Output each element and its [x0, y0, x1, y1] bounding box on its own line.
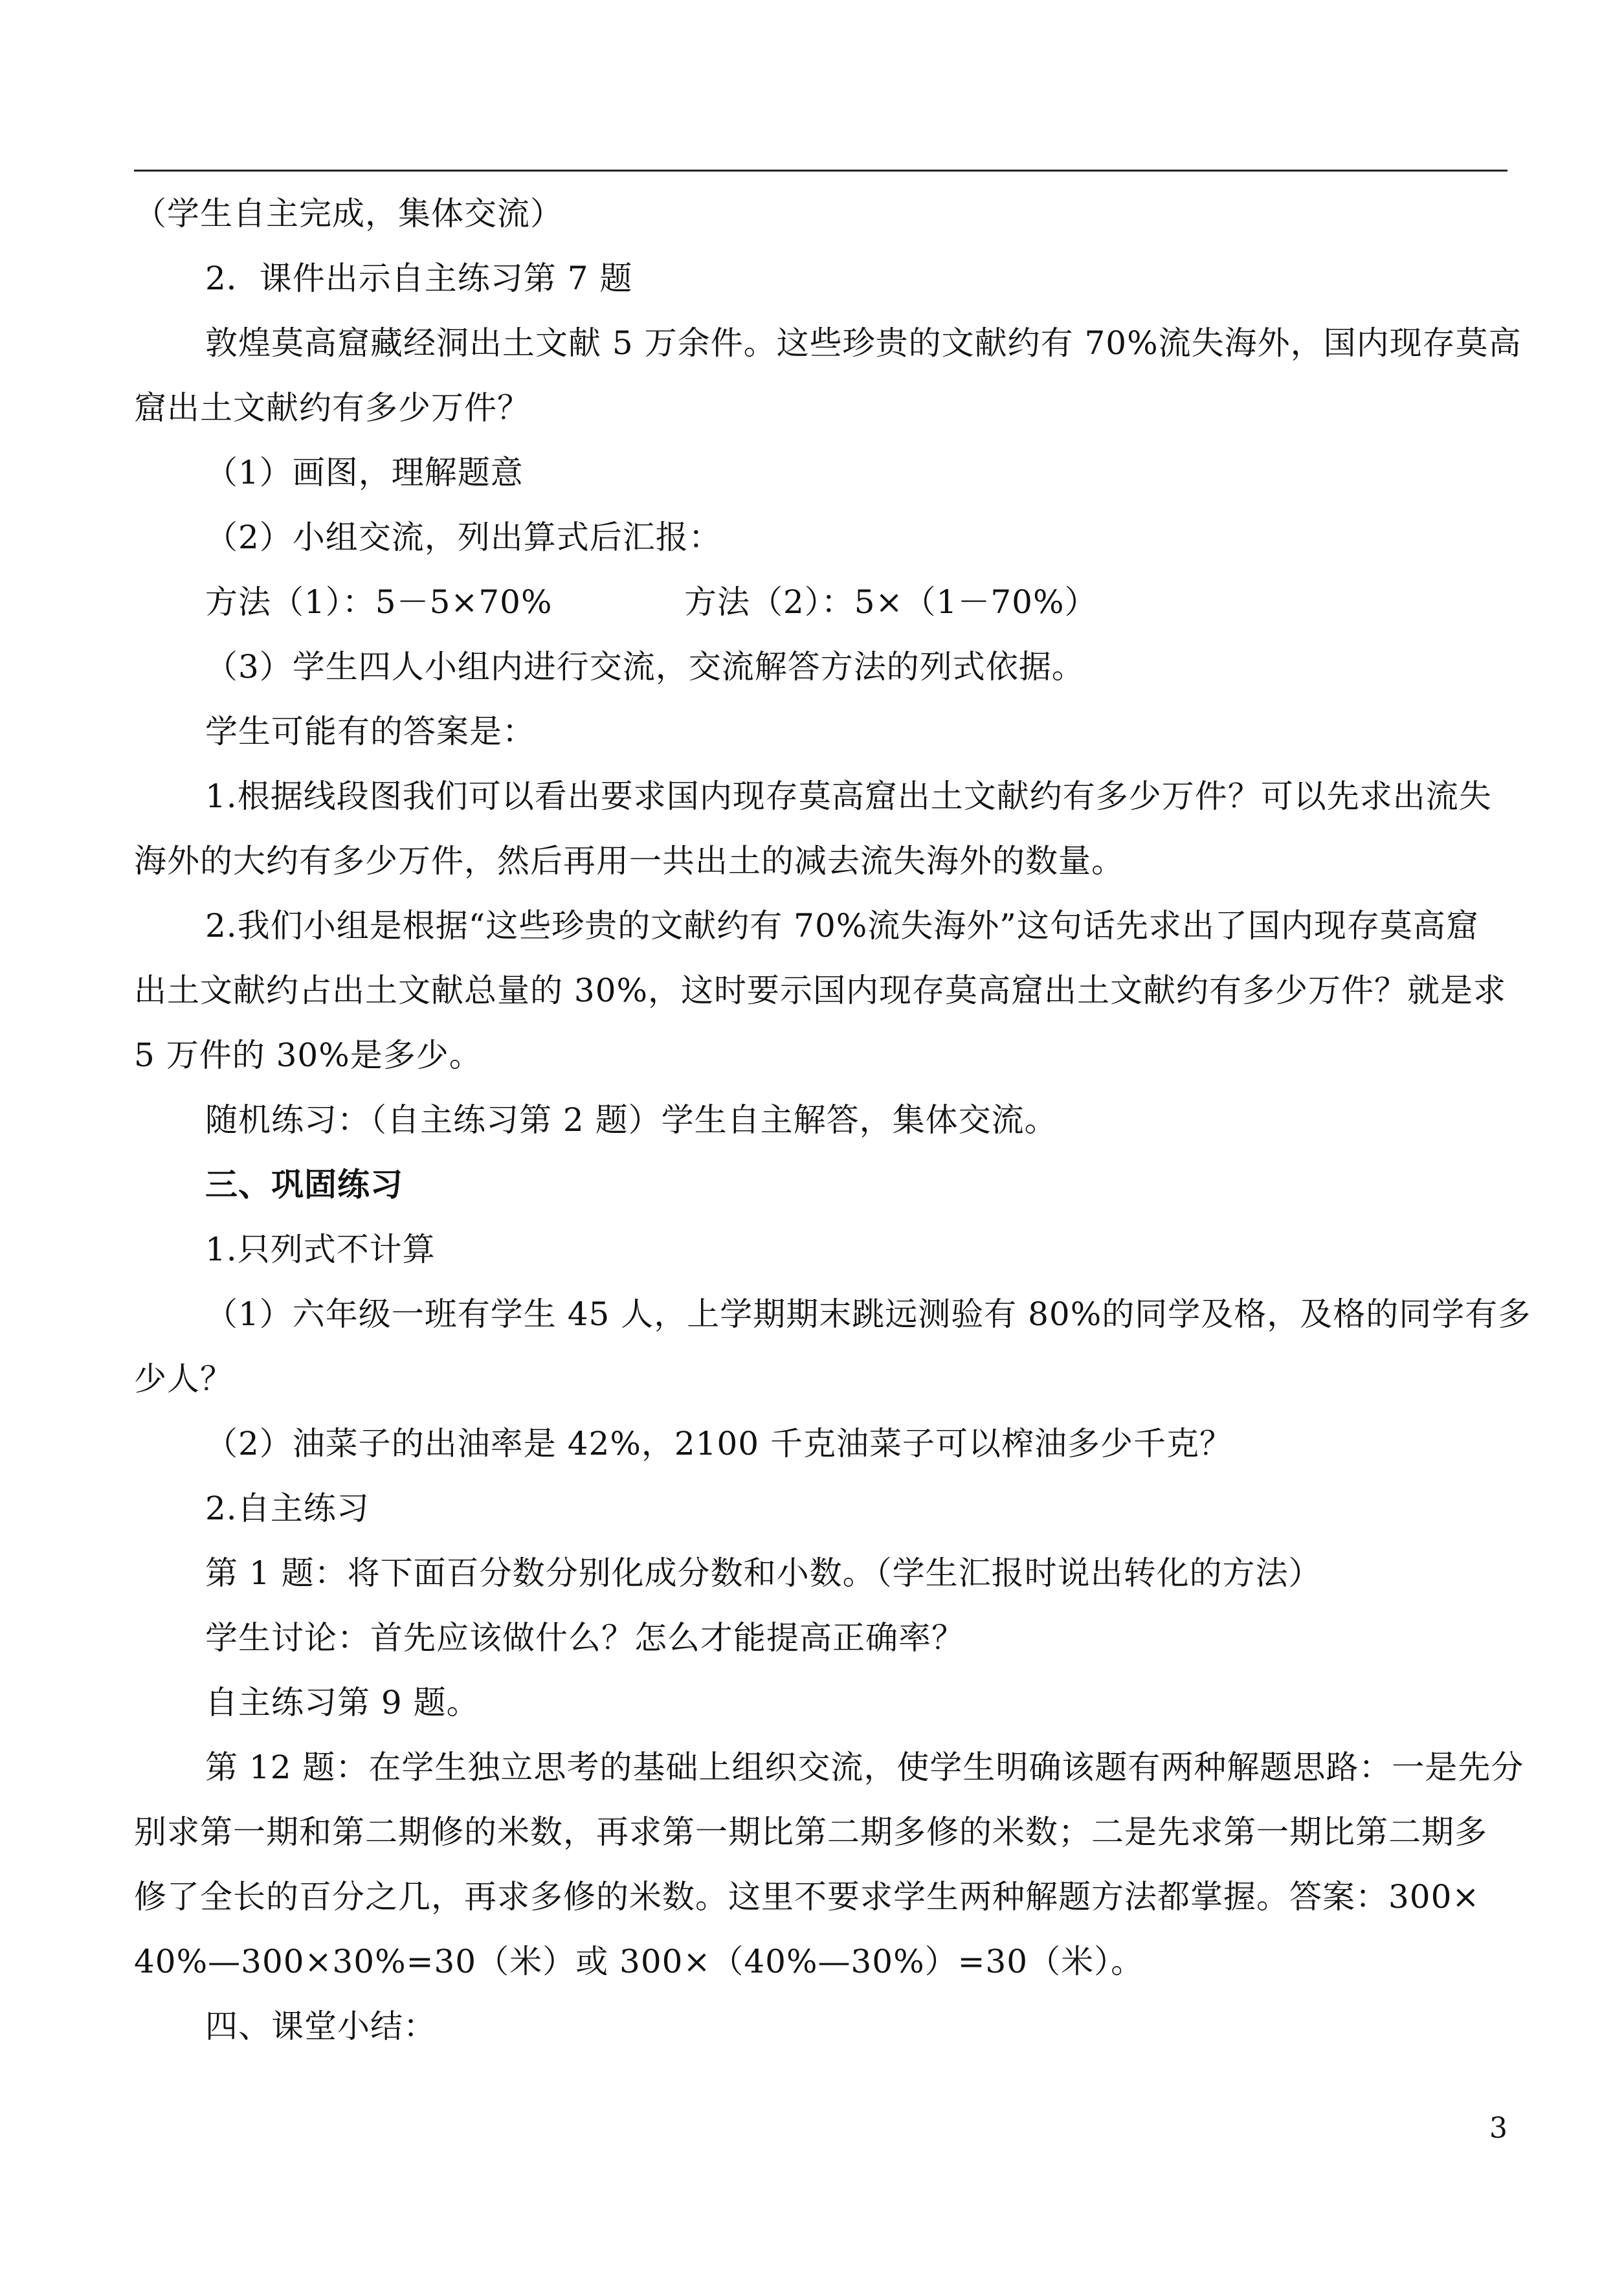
problem-text: 敦煌莫高窟藏经洞出土文献 5 万余件。这些珍贵的文献约有 70%流失海外，国内现存莫高: [205, 324, 1522, 362]
exercise-12-cont-1: 别求第一期和第二期修的米数，再求第一期比第二期多修的米数；二是先求第一期比第二期多: [134, 1813, 1487, 1851]
practice-2: 2.自主练习: [205, 1490, 370, 1527]
paragraph-note: （学生自主完成，集体交流）: [134, 195, 563, 232]
method-2: 方法（2）：5×（1－70%）: [684, 583, 1098, 621]
exercise-12-cont-3: 40%—300×30%=30（米）或 300×（40%—30%）=30（米）。: [134, 1943, 1144, 1980]
answer-2-cont: 出土文献约占出土文献总量的 30%，这时要示国内现存莫高窟出土文献约有多少万件？就是求: [134, 972, 1507, 1009]
random-practice: 随机练习：（自主练习第 2 题）学生自主解答，集体交流。: [205, 1101, 1058, 1139]
exercise-9: 自主练习第 9 题。: [205, 1684, 480, 1721]
step-2: （2）小组交流，列出算式后汇报：: [205, 519, 722, 556]
exercise-12: 第 12 题：在学生独立思考的基础上组织交流，使学生明确该题有两种解题思路：一是先分: [205, 1749, 1524, 1786]
step-3: （3）学生四人小组内进行交流，交流解答方法的列式依据。: [205, 648, 1085, 686]
answer-2: 2.我们小组是根据“这些珍贵的文献约有 70%流失海外”这句话先求出了国内现存莫高窟: [205, 907, 1479, 945]
problem-text-cont: 窟出土文献约有多少万件？: [134, 389, 530, 427]
practice-1-q2: （2）油菜子的出油率是 42%，2100 千克油菜子可以榨油多少千克？: [205, 1425, 1232, 1462]
practice-1: 1.只列式不计算: [205, 1231, 436, 1268]
section-heading-3: 三、巩固练习: [205, 1165, 403, 1203]
page-number: 3: [1489, 2112, 1507, 2145]
practice-1-q1: （1）六年级一班有学生 45 人，上学期期末跳远测验有 80%的同学及格，及格的同学有多: [205, 1295, 1531, 1333]
step-1: （1）画图，理解题意: [205, 454, 524, 491]
exercise-1: 第 1 题：将下面百分数分别化成分数和小数。（学生汇报时说出转化的方法）: [205, 1554, 1322, 1592]
exercise-12-cont-2: 修了全长的百分之几，再求多修的米数。这里不要求学生两种解题方法都掌握。答案：300×: [134, 1878, 1480, 1916]
practice-1-q1-cont: 少人？: [134, 1360, 233, 1398]
method-1: 方法（1）：5－5×70%: [205, 583, 553, 621]
section-heading-4: 四、课堂小结：: [205, 2008, 436, 2045]
methods-row: [134, 570, 1507, 634]
header-rule: [134, 170, 1507, 172]
answer-1-cont: 海外的大约有多少万件，然后再用一共出土的减去流失海外的数量。: [134, 842, 1124, 880]
discussion: 学生讨论：首先应该做什么？怎么才能提高正确率？: [205, 1619, 964, 1657]
answers-intro: 学生可能有的答案是：: [205, 713, 535, 750]
exercise-heading: 2．课件出示自主练习第 7 题: [205, 260, 633, 297]
document-body: [134, 181, 1531, 2059]
answer-2-end: 5 万件的 30%是多少。: [134, 1036, 482, 1074]
answer-1: 1.根据线段图我们可以看出要求国内现存莫高窟出土文献约有多少万件？可以先求出流失: [205, 777, 1492, 815]
